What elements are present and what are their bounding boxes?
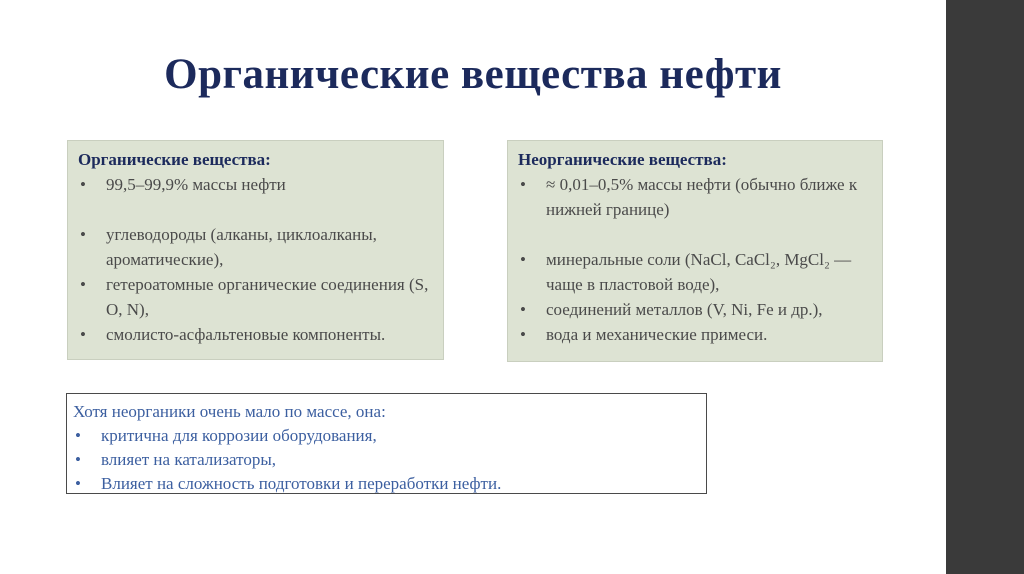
organic-substances-list: [78, 172, 433, 347]
list-item: • влияет на катализаторы,: [73, 448, 700, 472]
list-item: • углеводороды (алканы, циклоалканы, ароматические),: [78, 222, 433, 272]
note-lead-text: Хотя неорганики очень мало по массе, она:: [73, 402, 386, 421]
list-item: • соединений металлов (V, Ni, Fe и др.),: [518, 297, 872, 322]
list-item: • Влияет на сложность подготовки и переработки нефти.: [73, 472, 700, 496]
list-item: • вода и механические примеси.: [518, 322, 872, 347]
slide-title: Органические вещества нефти: [164, 51, 782, 98]
inorganic-substances-box: [507, 140, 883, 362]
list-item: • гетероатомные органические соединения (S, O, N),: [78, 272, 433, 322]
inorganic-substances-heading: Неорганические вещества:: [518, 150, 727, 169]
organic-substances-box: [67, 140, 444, 360]
slide-side-bar: [946, 0, 1024, 574]
note-list: [73, 424, 700, 496]
list-item: • критична для коррозии оборудования,: [73, 424, 700, 448]
inorganic-substances-list: [518, 172, 872, 347]
importance-note-box: [66, 393, 707, 494]
list-item: • 99,5–99,9% массы нефти: [78, 172, 433, 197]
list-item: • минеральные соли (NaCl, CaCl₂, MgCl₂ — чаще в пластовой воде),: [518, 247, 872, 297]
list-item: • смолисто-асфальтеновые компоненты.: [78, 322, 433, 347]
organic-substances-heading: Органические вещества:: [78, 150, 271, 169]
list-item: • ≈ 0,01–0,5% массы нефти (обычно ближе к нижней границе): [518, 172, 872, 222]
